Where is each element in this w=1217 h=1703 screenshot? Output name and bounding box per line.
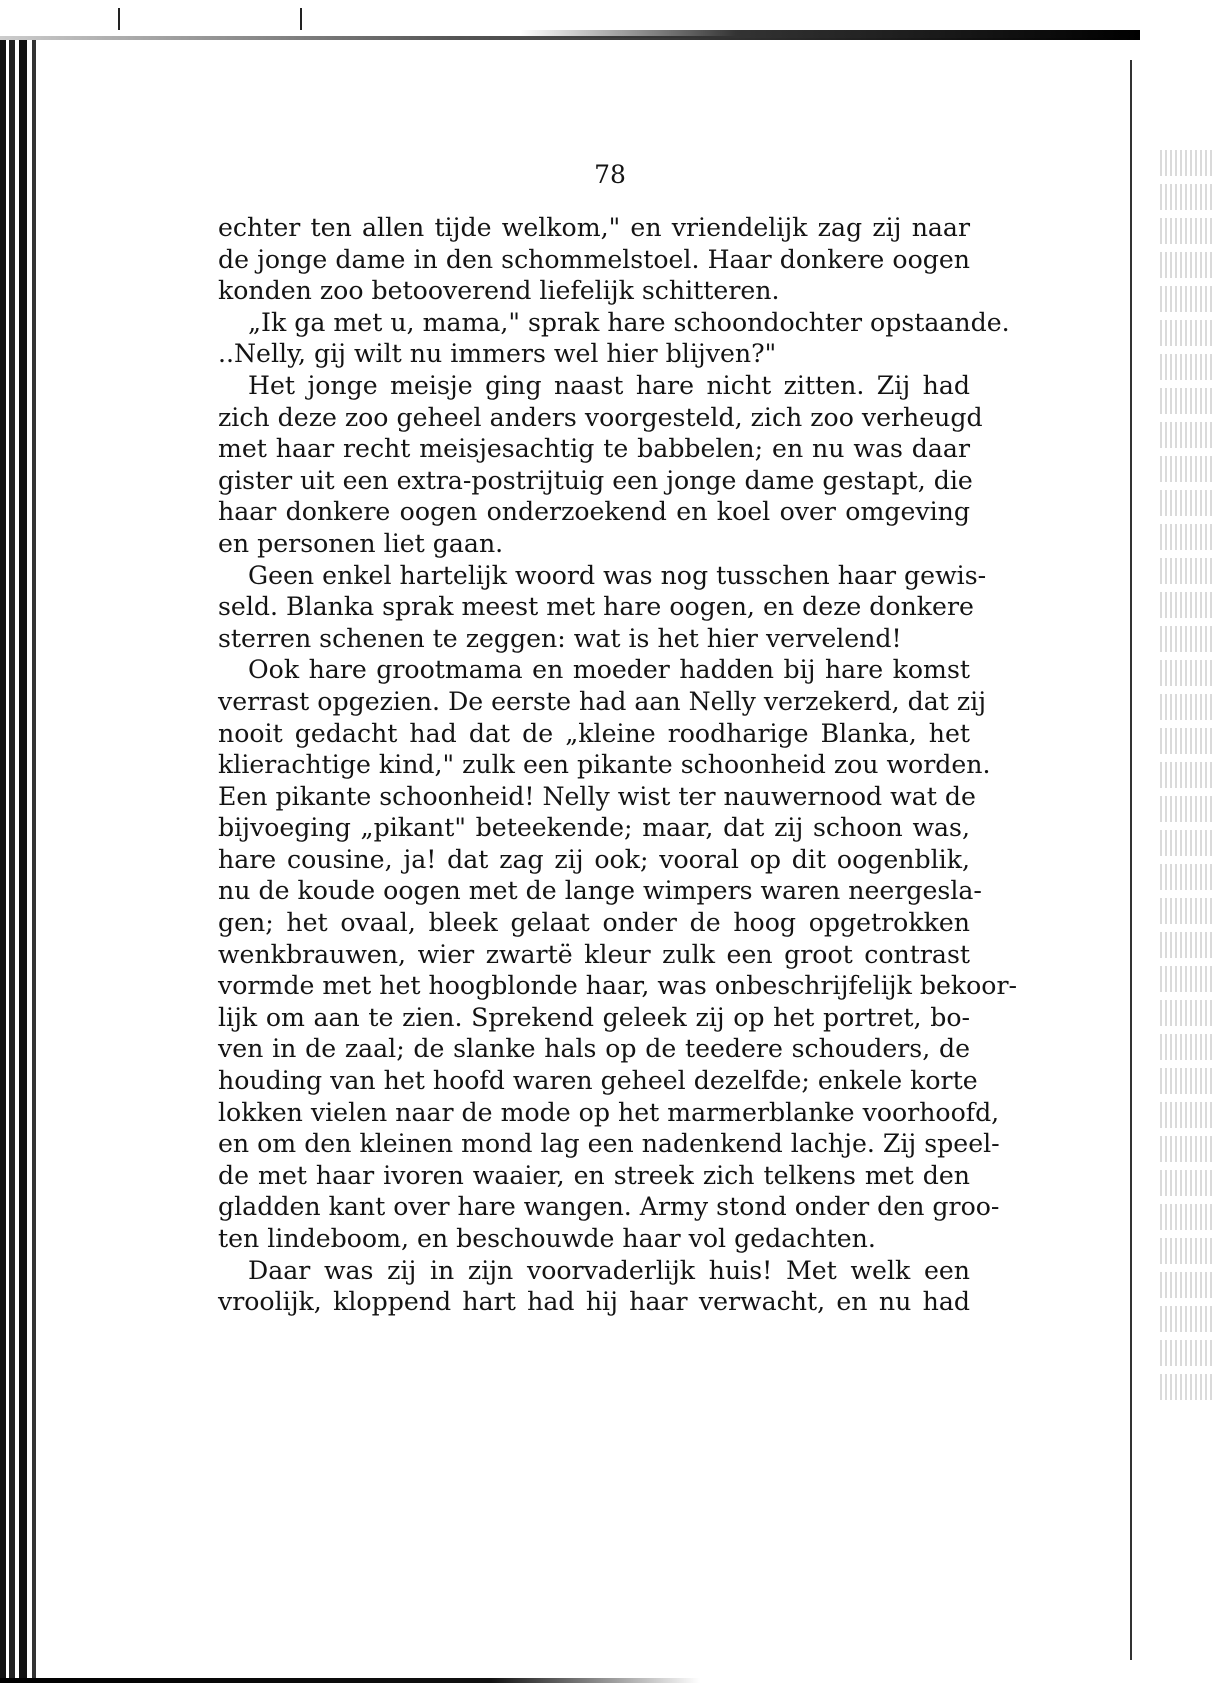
- text-line: ten lindeboom, en beschouwde haar vol gedachten.: [218, 1224, 876, 1253]
- text-line: en om den kleinen mond lag een nadenkend lachje. Zij speel-: [218, 1129, 1000, 1159]
- text-line: wenkbrauwen, wier zwartë kleur zulk een groot contrast: [218, 939, 970, 969]
- text-line: de jonge dame in den schommelstoel. Haar donkere oogen: [218, 244, 970, 274]
- paragraph: [218, 370, 983, 560]
- text-line: vormde met het hoogblonde haar, was onbeschrijfelijk bekoor-: [218, 971, 1018, 1001]
- text-line: seld. Blanka sprak meest met hare oogen, en deze donkere: [218, 592, 974, 622]
- text-line: hare cousine, ja! dat zag zij ook; vooral op dit oogenblik,: [218, 844, 970, 874]
- text-line: nu de koude oogen met de lange wimpers waren neergesla-: [218, 876, 982, 906]
- text-line: lokken vielen naar de mode op het marmerblanke voorhoofd,: [218, 1097, 1000, 1127]
- text-line: klierachtige kind," zulk een pikante schoonheid zou worden.: [218, 750, 991, 780]
- body-text: [218, 212, 1018, 1318]
- text-line: en personen liet gaan.: [218, 528, 504, 558]
- margin-tick: [118, 8, 120, 30]
- text-line: de met haar ivoren waaier, en streek zich telkens met den: [218, 1160, 970, 1190]
- text-line: gister uit een extra-postrijtuig een jonge dame gestapt, die: [218, 465, 973, 495]
- page-top-shadow: [520, 30, 1140, 38]
- paragraph: [218, 560, 987, 655]
- text-line: Het jonge meisje ging naast hare nicht zitten. Zij had: [248, 370, 970, 400]
- text-line: lijk om aan te zien. Sprekend geleek zij op het portret, bo-: [218, 1002, 970, 1032]
- text-line: Geen enkel hartelijk woord was nog tusschen haar gewis-: [248, 560, 987, 590]
- text-line: Daar was zij in zijn voorvaderlijk huis! Met welk een: [248, 1255, 970, 1285]
- text-line: bijvoeging „pikant" beteekende; maar, dat zij schoon was,: [218, 813, 970, 843]
- book-binding-edge: [0, 40, 58, 1680]
- page-bottom-edge: [0, 1678, 700, 1683]
- paragraph: [218, 654, 1018, 1254]
- text-line: echter ten allen tijde welkom," en vriendelijk zag zij naar: [218, 213, 970, 242]
- paragraph: [218, 1255, 970, 1318]
- text-line: gen; het ovaal, bleek gelaat onder de hoog opgetrokken: [218, 908, 970, 938]
- facing-page-bleed-through: [1160, 150, 1212, 1430]
- text-line: Ook hare grootmama en moeder hadden bij hare komst: [248, 655, 970, 685]
- page-right-edge: [1130, 60, 1132, 1660]
- text-line: met haar recht meisjesachtig te babbelen; en nu was daar: [218, 434, 970, 464]
- text-line: ven in de zaal; de slanke hals op de teedere schouders, de: [218, 1034, 970, 1064]
- text-line: zich deze zoo geheel anders voorgesteld, zich zoo verheugd: [218, 402, 983, 432]
- margin-tick: [300, 8, 302, 30]
- page-number: 78: [594, 160, 626, 189]
- text-line: konden zoo betooverend liefelijk schitteren.: [218, 276, 780, 306]
- text-line: sterren schenen te zeggen: wat is het hier vervelend!: [218, 623, 902, 653]
- text-line: haar donkere oogen onderzoekend en koel over omgeving: [218, 497, 970, 527]
- paragraph: [218, 212, 970, 307]
- text-line: „Ik ga met u, mama," sprak hare schoondochter opstaande.: [248, 307, 1010, 337]
- paragraph: [218, 307, 1010, 370]
- text-line: nooit gedacht had dat de „kleine roodharige Blanka, het: [218, 718, 970, 748]
- text-line: verrast opgezien. De eerste had aan Nelly verzekerd, dat zij: [218, 686, 987, 716]
- text-line: gladden kant over hare wangen. Army stond onder den groo-: [218, 1192, 1000, 1222]
- text-line: houding van het hoofd waren geheel dezelfde; enkele korte: [218, 1066, 978, 1096]
- text-line: vroolijk, kloppend hart had hij haar verwacht, en nu had: [218, 1287, 970, 1317]
- text-line: ..Nelly, gij wilt nu immers wel hier blijven?": [218, 339, 777, 369]
- text-line: Een pikante schoonheid! Nelly wist ter nauwernood wat de: [218, 781, 976, 811]
